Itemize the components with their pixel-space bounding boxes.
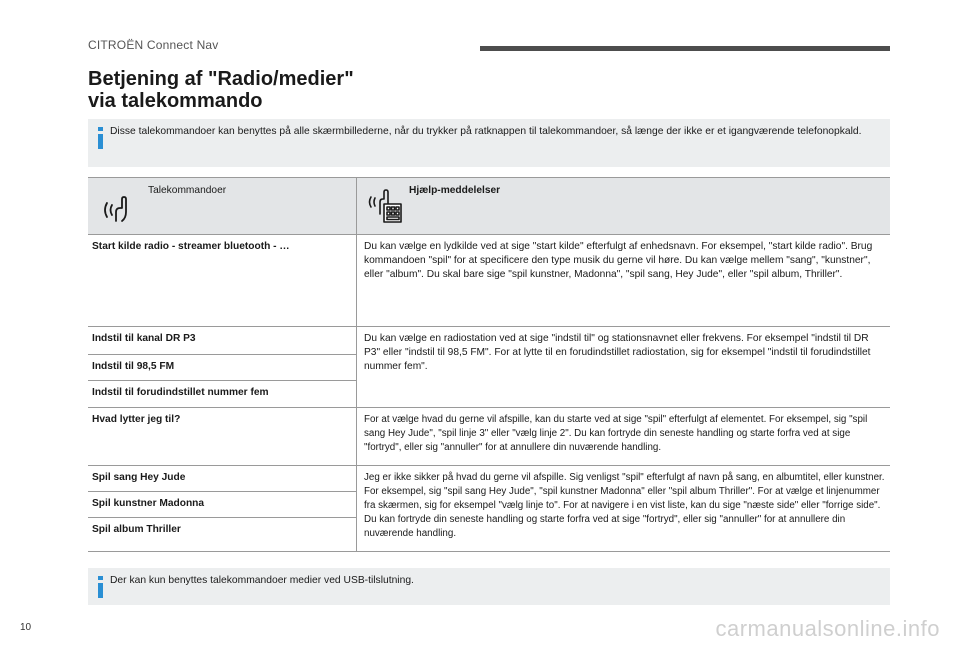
command-text: Indstil til forudindstillet nummer fem — [92, 387, 269, 398]
info-note-bottom — [88, 568, 890, 605]
watermark: carmanualsonline.info — [715, 616, 940, 641]
command-text: Hvad lytter jeg til? — [92, 414, 181, 425]
info-bar-icon — [94, 127, 108, 149]
info-note-top — [88, 119, 890, 167]
command-cell — [88, 492, 357, 518]
header-col-help — [357, 178, 891, 235]
command-cell — [88, 518, 357, 552]
info-bar-icon — [94, 576, 108, 598]
command-cell — [88, 381, 357, 408]
command-text: Spil kunstner Madonna — [92, 498, 205, 509]
info-note-top-text: Disse talekommandoer kan benyttes på alle skærmbillederne, når du trykker på ratknappen til talekommandoer, så længe der ikke er et igangværende telefonopkald. — [110, 126, 862, 137]
command-cell — [88, 235, 357, 327]
response-text: Du kan vælge en radiostation ved at sige "indstil til" og stationsnavnet eller frekvens. For eksempel "indstil til DR P3" eller "indstil til 98,5 FM". For at lytte til en forudindstillet radiostation, sig for eksempel "indstil til forudindstillet nummer fem". — [364, 333, 871, 372]
command-text: Start kilde radio - streamer bluetooth - … — [92, 241, 290, 252]
header-help-label: Hjælp-meddelelser — [409, 185, 501, 196]
header-bar — [480, 46, 890, 51]
table-row — [88, 235, 890, 327]
page-title — [88, 68, 354, 112]
command-cell — [88, 327, 357, 355]
title-line-2: via talekommando — [88, 90, 263, 112]
header-col-commands — [88, 178, 357, 235]
command-cell — [88, 355, 357, 381]
table-row — [88, 327, 890, 355]
command-text: Spil sang Hey Jude — [92, 472, 186, 483]
command-text: Indstil til 98,5 FM — [92, 361, 175, 372]
voice-command-icon — [98, 188, 134, 224]
response-text: Du kan vælge en lydkilde ved at sige "start kilde" efterfulgt af enhedsnavn. For eksempel, "start kilde radio". Brug kommandoen "spil" for at specificere den type musik du gerne vil høre. Du kan vælge mellem "sang", "kunstner", eller "album". Du skal bare sige "spil kunstner, Madonna", "spil sang, Hey Jude", eller "spil album, Thriller". — [364, 241, 873, 280]
command-text: Spil album Thriller — [92, 524, 181, 535]
response-cell — [357, 235, 891, 327]
response-cell — [357, 466, 891, 552]
response-cell — [357, 327, 891, 408]
response-text: For at vælge hvad du gerne vil afspille, kan du starte ved at sige "spil" efterfulgt af elementet. For eksempel, sig "spil sang Hey Jude", "spil linje 3" eller "vælg linje 2". Du kan fortryde din seneste handling og starte forfra ved at sige "fortryd", eller sig "annuller" for at annullere din nuværende handling. — [364, 414, 868, 453]
brand-name: CITROËN Connect Nav — [88, 38, 219, 52]
table-header-row — [88, 178, 890, 235]
command-text: Indstil til kanal DR P3 — [92, 333, 196, 344]
response-text: Jeg er ikke sikker på hvad du gerne vil afspille. Sig venligst "spil" efterfulgt af navn på sang, en albumtitel, eller kunstner. For eksempel, sig "spil sang Hey Jude", "spil kunstner Madonna" eller "spil album Thriller". For at vælge et linjenummer fra skærmen, sig for eksempel "vælg linje to". For at navigere i en vist liste, kan du sige "næste side" eller "forrige side". Du kan fortryde din seneste handling og starte forfra ved at sige "fortryd", eller sig "annuller" for at annullere din nuværende handling. — [364, 472, 885, 539]
header-commands-label: Talekommandoer — [148, 185, 227, 196]
command-cell — [88, 466, 357, 492]
command-cell — [88, 408, 357, 466]
info-note-bottom-text: Der kan kun benyttes talekommandoer medier ved USB-tilslutning. — [110, 575, 414, 586]
table-row — [88, 408, 890, 466]
page-number: 10 — [20, 622, 32, 633]
voice-command-table — [88, 177, 890, 552]
response-cell — [357, 408, 891, 466]
table-row — [88, 466, 890, 492]
title-line-1: Betjening af "Radio/medier" — [88, 68, 354, 90]
voice-help-icon — [367, 188, 403, 224]
